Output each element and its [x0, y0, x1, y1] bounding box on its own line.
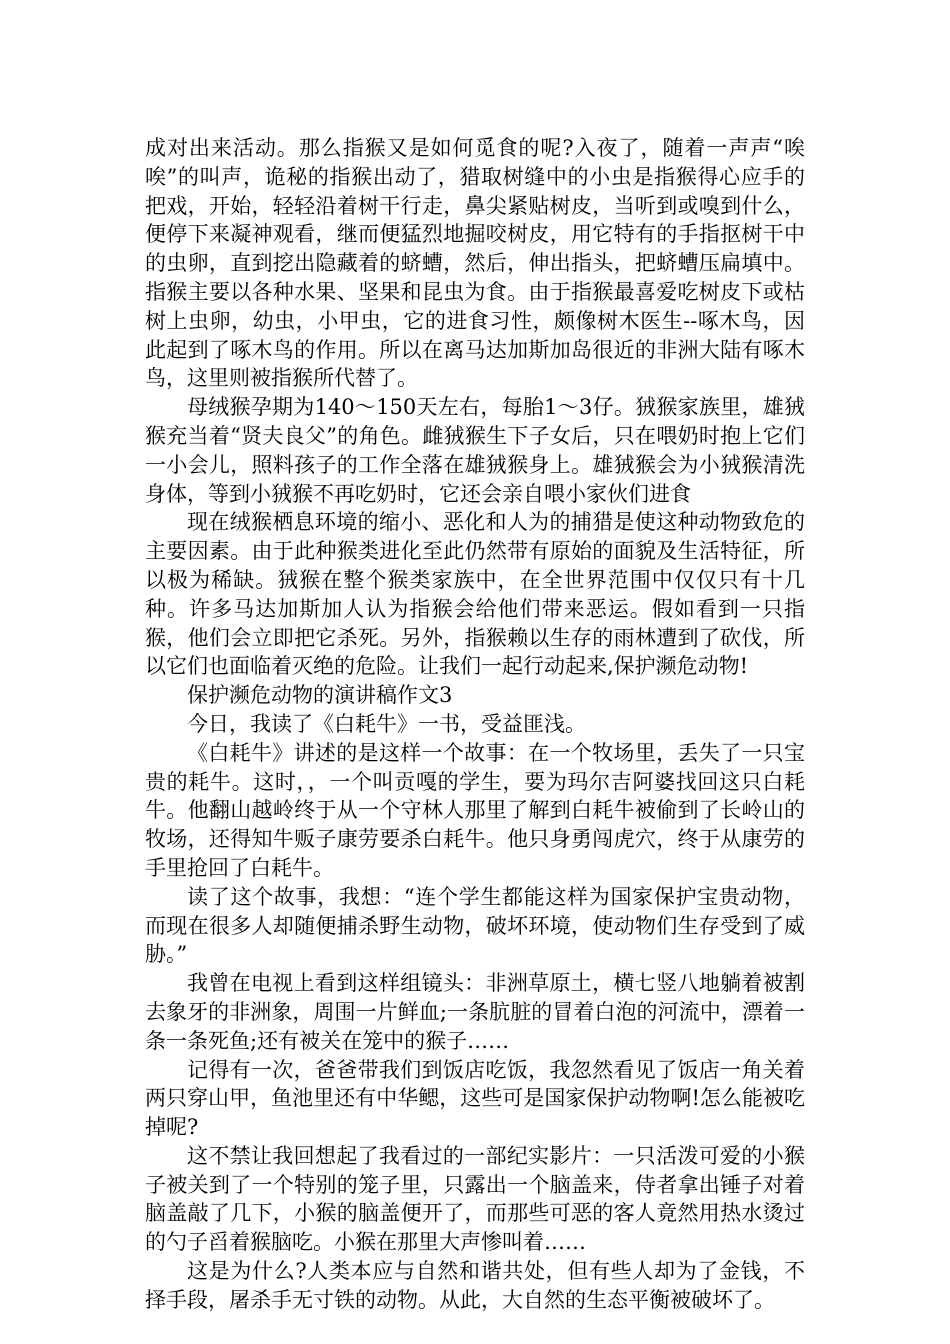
section-heading: 保护濒危动物的演讲稿作文3	[187, 683, 453, 708]
paragraph-book-intro: 今日，我读了《白耗牛》一书，受益匪浅。	[187, 711, 586, 736]
paragraph-reflection: 读了这个故事，我想：“连个学生都能这样为国家保护宝贵动物，而现在很多人却随便捕杀野生动物，破坏环境，使动物们生存受到了威胁。”	[145, 884, 805, 967]
paragraph-endangerment-causes: 现在绒猴栖息环境的缩小、恶化和人为的捕猎是使这种动物致危的主要因素。由于此种猴类进化至此仍然带有原始的面貌及生活特征，所以极为稀缺。狨猴在整个猴类家族中，在全世界范围中仅仅只有十几种。许多马达加斯加人认为指猴会给他们带来恶运。假如看到一只指猴，他们会立即把它杀死。另外，指猴赖以生存的雨林遭到了砍伐，所以它们也面临着灭绝的危险。让我们一起行动起来,保护濒危动物!	[145, 510, 805, 679]
paragraph-restaurant: 记得有一次，爸爸带我们到饭店吃饭，我忽然看见了饭店一角关着两只穿山甲，鱼池里还有中华鳃，这些可是国家保护动物啊!怎么能被吃掉呢?	[145, 1057, 805, 1140]
paragraph-marmoset-breeding: 母绒猴孕期为140～150天左右，每胎1～3仔。狨猴家族里，雄狨猴充当着“贤夫良父”的角色。雌狨猴生下子女后，只在喂奶时抱上它们一小会儿，照料孩子的工作全落在雄狨猴身上。雄狨猴会为小狨猴清洗身体，等到小狨猴不再吃奶时，它还会亲自喂小家伙们进食	[145, 395, 805, 506]
paragraph-conclusion: 这是为什么?人类本应与自然和谐共处，但有些人却为了金钱，不择手段，屠杀手无寸铁的动物。从此，大自然的生态平衡被破坏了。	[145, 1259, 805, 1312]
paragraph-finger-monkey-feeding: 成对出来活动。那么指猴又是如何觅食的呢?入夜了，随着一声声“唉唉”的叫声，诡秘的指猴出动了，猎取树缝中的小虫是指猴得心应手的把戏，开始，轻轻沿着树干行走，鼻尖紧贴树皮，当听到或嗅到什么，便停下来凝神观看，继而便猛烈地掘咬树皮，用它特有的手指抠树干中的虫卵，直到挖出隐藏着的蛴螬，然后，伸出指头，把蛴螬压扁填中。指猴主要以各种水果、坚果和昆虫为食。由于指猴最喜爱吃树皮下或枯树上虫卵，幼虫，小甲虫，它的进食习性，颇像树木医生--啄木鸟，因此起到了啄木鸟的作用。所以在离马达加斯加岛很近的非洲大陆有啄木鸟，这里则被指猴所代替了。	[145, 136, 805, 391]
paragraph-story-summary: 《白耗牛》讲述的是这样一个故事：在一个牧场里，丢失了一只宝贵的耗牛。这时，，一个叫贡嘎的学生，要为玛尔吉阿婆找回这只白耗牛。他翻山越岭终于从一个守林人那里了解到白耗牛被偷到了长岭山的牧场，还得知牛贩子康劳要杀白耗牛。他只身勇闯虎穴，终于从康劳的手里抢回了白耗牛。	[145, 740, 805, 880]
paragraph-tv-scene: 我曾在电视上看到这样组镜头：非洲草原土，横七竖八地躺着被割去象牙的非洲象，周围一片鲜血;一条肮脏的冒着白泡的河流中，漂着一条一条死鱼;还有被关在笼中的猴子……	[145, 971, 805, 1053]
document-body	[145, 134, 805, 1315]
paragraph-documentary: 这不禁让我回想起了我看过的一部纪实影片：一只活泼可爱的小猴子被关到了一个特别的笼子里，只露出一个脑盖来，侍者拿出锤子对着脑盖敲了几下，小猴的脑盖便开了，而那些可恶的客人竟然用热水烫过的勺子舀着猴脑吃。小猴在那里大声惨叫着……	[145, 1143, 805, 1255]
